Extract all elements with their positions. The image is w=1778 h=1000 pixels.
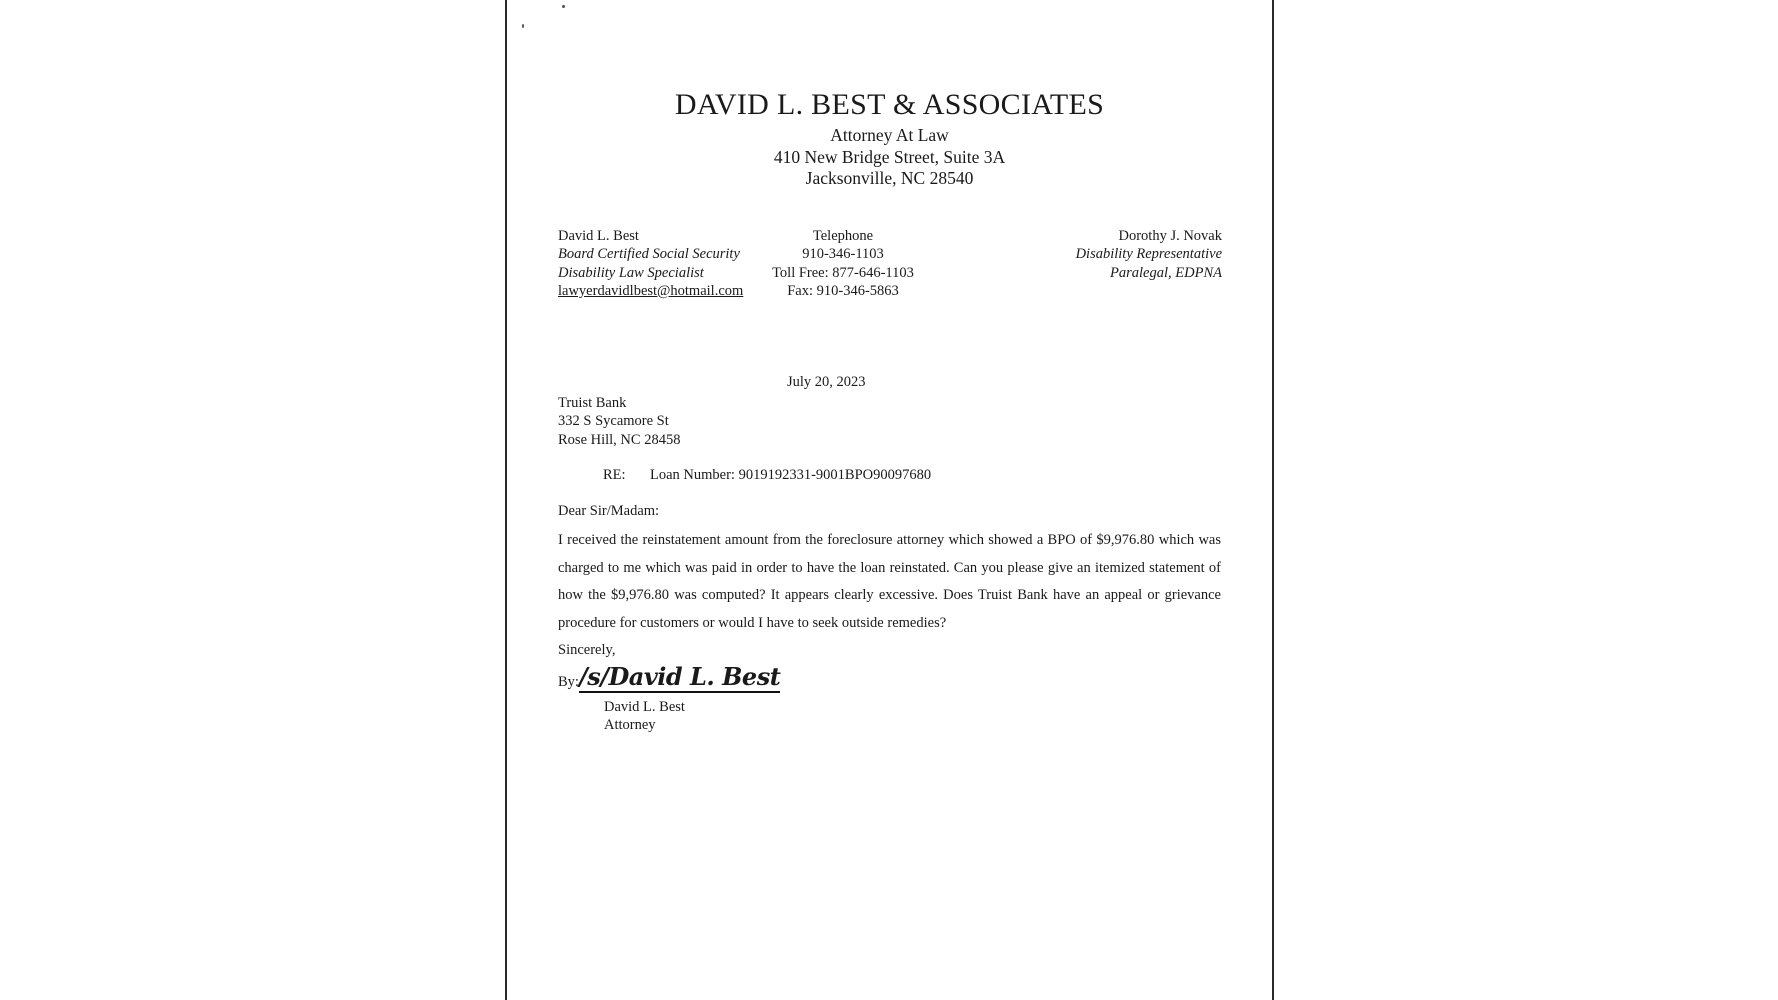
signature-prefix: By: [558,674,579,690]
handwritten-signature: /s/David L. Best [578,662,781,691]
signature-line [558,662,780,693]
recipient-street: 332 S Sycamore St [558,413,669,430]
firm-street-address: 410 New Bridge Street, Suite 3A [773,147,1006,167]
paralegal-info-column [1042,227,1222,282]
re-label: RE: [603,467,626,483]
telephone-number: 910-346-1103 [802,246,884,263]
firm-city-address: Jacksonville, NC 28540 [805,168,974,188]
firm-title: Attorney At Law [830,125,949,145]
scan-speck [522,24,524,28]
attorney-certification: Board Certified Social Security [558,246,740,263]
signer-name: David L. Best [604,699,685,715]
attorney-info-column [558,227,743,300]
salutation: Dear Sir/Madam: [558,503,660,519]
paralegal-role: Disability Representative [1075,246,1222,263]
attorney-name: David L. Best [558,228,639,244]
fax-number: Fax: 910-346-5863 [787,282,899,299]
paralegal-name: Dorothy J. Novak [1118,228,1222,244]
letter-page [505,0,1274,1000]
letter-body: I received the reinstatement amount from the foreclosure attorney which showed a BPO of $9,976.80 which was charged to me which was paid in order to have the loan reinstated. Can you please give an itemized statement of how the $9,976.80 was computed? It appears clearly excessive. Does Truist Bank have an appeal or grievance procedure for customers or would I have to seek outside remedies? [558,532,1221,632]
attorney-email-link[interactable]: lawyerdavidlbest@hotmail.com [558,282,744,299]
telephone-label: Telephone [812,228,874,244]
signer-title: Attorney [604,717,656,734]
subject-line [603,467,931,484]
attorney-specialty: Disability Law Specialist [558,264,704,281]
loan-number: Loan Number: 9019192331-9001BPO90097680 [650,467,932,483]
scan-speck [562,5,565,8]
paralegal-credential: Paralegal, EDPNA [1110,264,1222,281]
signer-block [604,698,685,735]
closing: Sincerely, [558,642,616,658]
letter-date: July 20, 2023 [787,374,866,390]
contact-info-column [743,227,943,300]
toll-free-number: Toll Free: 877-646-1103 [772,264,914,281]
firm-name: DAVID L. BEST & ASSOCIATES [674,88,1105,121]
recipient-name: Truist Bank [558,395,627,411]
recipient-city: Rose Hill, NC 28458 [558,431,681,448]
recipient-address [558,394,680,449]
